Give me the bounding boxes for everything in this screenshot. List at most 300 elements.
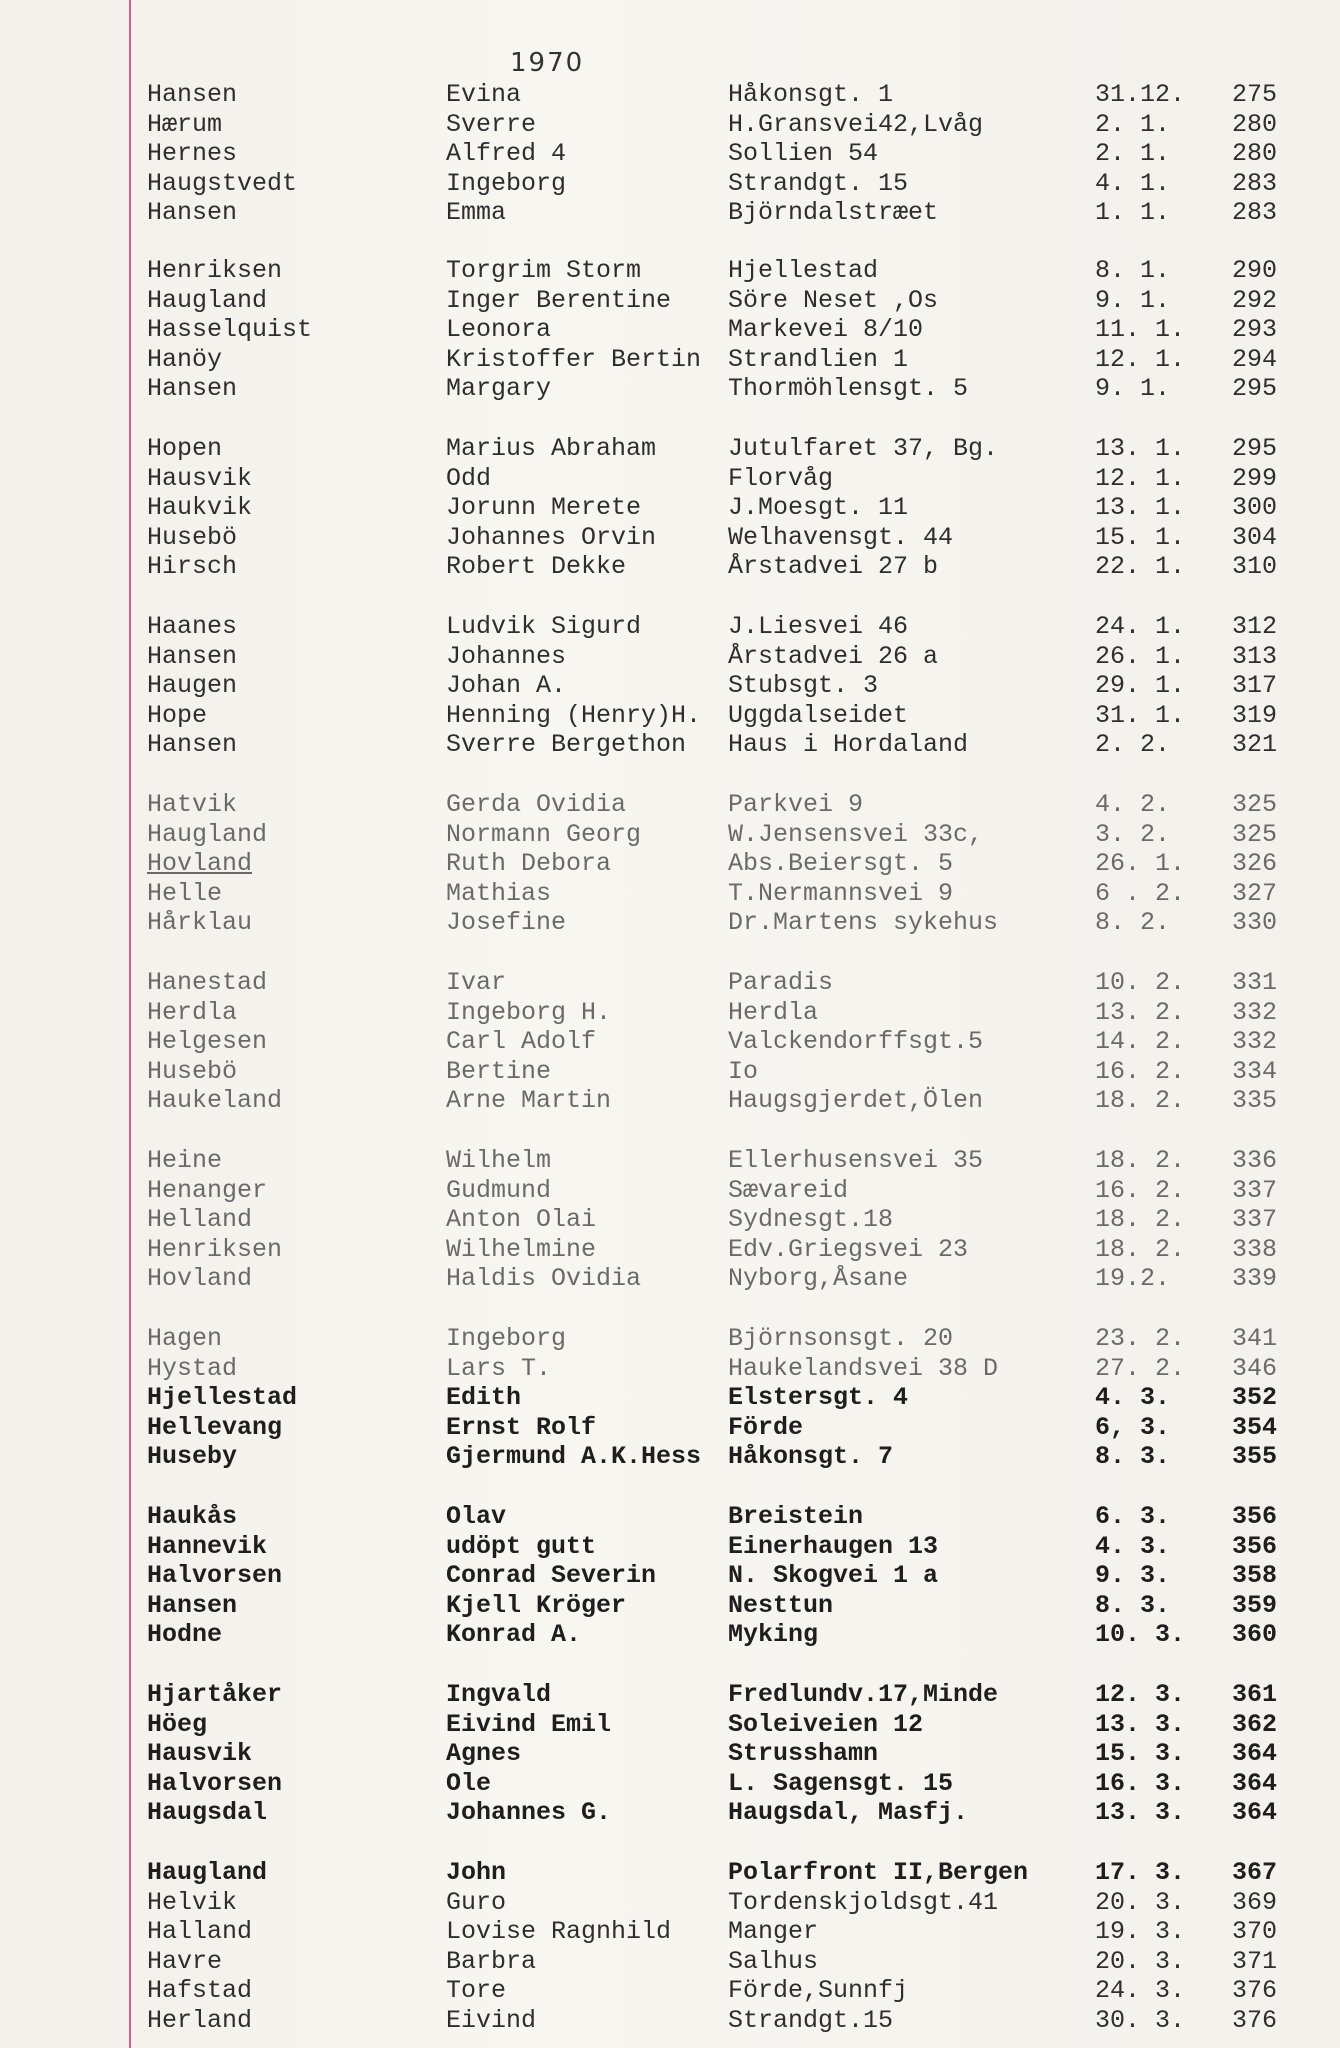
surname-cell: Haanes [147, 612, 238, 641]
date-cell: 8. 1. [1095, 256, 1171, 285]
date-cell: 12. 1. [1095, 344, 1186, 374]
given-name-cell: Sverre [446, 109, 537, 139]
surname-cell: Hystad [147, 1353, 238, 1383]
date-cell: 24. 1. [1095, 612, 1186, 641]
date-cell: 20. 3. [1095, 1946, 1186, 1976]
surname-cell: Hafstad [147, 1976, 253, 2005]
register-row [0, 2006, 1340, 2035]
address-cell: Fredlundv.17,Minde [728, 1680, 999, 1709]
register-row [0, 523, 1340, 552]
entry-number-cell: 338 [1232, 1234, 1278, 1264]
date-cell: 13. 3. [1095, 1798, 1186, 1827]
surname-cell: Hovland [147, 1264, 253, 1293]
register-row [0, 139, 1340, 168]
address-cell: L. Sagensgt. 15 [728, 1768, 954, 1798]
given-name-cell: Barbra [446, 1946, 537, 1976]
register-row [0, 1442, 1340, 1471]
address-cell: Salhus [728, 1946, 819, 1976]
surname-cell: Husebö [147, 1056, 238, 1086]
register-row [0, 820, 1340, 849]
given-name-cell: Arne Martin [446, 1086, 612, 1115]
address-cell: T.Nermannsvei 9 [728, 878, 954, 908]
surname-cell: Haugland [147, 285, 268, 315]
register-row [0, 80, 1340, 109]
given-name-cell: Lars T. [446, 1353, 552, 1383]
register-row [0, 1620, 1340, 1649]
date-cell: 19. 3. [1095, 1917, 1186, 1946]
address-cell: Haus i Hordaland [728, 730, 969, 759]
date-cell: 9. 3. [1095, 1561, 1171, 1590]
date-cell: 4. 1. [1095, 168, 1171, 198]
register-row [0, 110, 1340, 139]
entry-number-cell: 330 [1232, 908, 1278, 937]
register-row [0, 1591, 1340, 1620]
surname-cell: Hansen [147, 374, 238, 403]
date-cell: 16. 2. [1095, 1056, 1186, 1086]
date-cell: 18. 2. [1095, 1086, 1186, 1115]
given-name-cell: Josefine [446, 908, 567, 937]
address-cell: Manger [728, 1917, 819, 1946]
register-row [0, 1324, 1340, 1353]
given-name-cell: Odd [446, 463, 492, 493]
surname-cell: Haugland [147, 1858, 268, 1887]
address-cell: Myking [728, 1620, 819, 1649]
date-cell: 10. 3. [1095, 1620, 1186, 1649]
surname-cell: Höeg [147, 1709, 208, 1739]
date-cell: 10. 2. [1095, 968, 1186, 997]
address-cell: Markevei 8/10 [728, 315, 924, 344]
address-cell: Nyborg,Åsane [728, 1264, 909, 1293]
date-cell: 26. 1. [1095, 849, 1186, 878]
register-row [0, 968, 1340, 997]
entry-number-cell: 364 [1232, 1768, 1278, 1798]
given-name-cell: Guro [446, 1887, 507, 1917]
entry-number-cell: 364 [1232, 1798, 1278, 1827]
address-cell: H.Gransvei42,Lvåg [728, 109, 984, 139]
entry-number-cell: 337 [1232, 1205, 1278, 1234]
entry-number-cell: 355 [1232, 1442, 1278, 1471]
address-cell: Nesttun [728, 1590, 834, 1620]
entry-number-cell: 335 [1232, 1086, 1278, 1115]
given-name-cell: Eivind Emil [446, 1709, 612, 1739]
register-row [0, 671, 1340, 700]
register-row [0, 1264, 1340, 1293]
given-name-cell: Inger Berentine [446, 285, 672, 315]
entry-number-cell: 283 [1232, 198, 1278, 227]
date-cell: 16. 3. [1095, 1768, 1186, 1798]
surname-cell: Hansen [147, 641, 238, 671]
given-name-cell: Torgrim Storm [446, 256, 642, 285]
address-cell: Jutulfaret 37, Bg. [728, 434, 999, 463]
entry-number-cell: 325 [1232, 819, 1278, 849]
date-cell: 9. 1. [1095, 285, 1171, 315]
register-row [0, 198, 1340, 227]
address-cell: Strusshamn [728, 1739, 879, 1768]
date-cell: 22. 1. [1095, 552, 1186, 581]
given-name-cell: Conrad Severin [446, 1561, 657, 1590]
given-name-cell: Ingvald [446, 1680, 552, 1709]
register-row [0, 1858, 1340, 1887]
given-name-cell: Ivar [446, 968, 507, 997]
entry-number-cell: 326 [1232, 849, 1278, 878]
register-row [0, 1917, 1340, 1946]
date-cell: 18. 2. [1095, 1234, 1186, 1264]
date-cell: 9. 1. [1095, 374, 1171, 403]
register-row [0, 1235, 1340, 1264]
register-row [0, 1561, 1340, 1590]
register-row [0, 1413, 1340, 1442]
register-row [0, 1205, 1340, 1234]
given-name-cell: Johannes Orvin [446, 522, 657, 552]
date-cell: 15. 1. [1095, 522, 1186, 552]
register-row [0, 642, 1340, 671]
given-name-cell: Gerda Ovidia [446, 790, 627, 819]
date-cell: 30. 3. [1095, 2005, 1186, 2035]
address-cell: Valckendorffsgt.5 [728, 1027, 984, 1056]
entry-number-cell: 327 [1232, 878, 1278, 908]
entry-number-cell: 292 [1232, 285, 1278, 315]
register-row [0, 701, 1340, 730]
register-row [0, 1532, 1340, 1561]
date-cell: 20. 3. [1095, 1887, 1186, 1917]
register-row [0, 1176, 1340, 1205]
date-cell: 24. 3. [1095, 1976, 1186, 2005]
address-cell: Herdla [728, 997, 819, 1027]
given-name-cell: Normann Georg [446, 819, 642, 849]
date-cell: 18. 2. [1095, 1205, 1186, 1234]
given-name-cell: Kristoffer Bertin [446, 344, 702, 374]
given-name-cell: Johannes [446, 641, 567, 671]
given-name-cell: Ingeborg [446, 168, 567, 198]
date-cell: 1. 1. [1095, 198, 1171, 227]
address-cell: Breistein [728, 1502, 864, 1531]
surname-cell: Haukeland [147, 1086, 283, 1115]
address-cell: Tordenskjoldsgt.41 [728, 1887, 999, 1917]
entry-number-cell: 362 [1232, 1709, 1278, 1739]
given-name-cell: Jorunn Merete [446, 493, 642, 522]
entry-number-cell: 283 [1232, 168, 1278, 198]
entry-number-cell: 313 [1232, 641, 1278, 671]
address-cell: Strandlien 1 [728, 344, 909, 374]
given-name-cell: udöpt gutt [446, 1531, 597, 1561]
given-name-cell: Alfred 4 [446, 139, 567, 168]
entry-number-cell: 321 [1232, 730, 1278, 759]
entry-number-cell: 376 [1232, 2005, 1278, 2035]
given-name-cell: Gudmund [446, 1175, 552, 1205]
surname-cell: Hope [147, 700, 208, 730]
register-row [0, 612, 1340, 641]
surname-cell: Hansen [147, 730, 238, 759]
surname-cell: Hausvik [147, 463, 253, 493]
entry-number-cell: 275 [1232, 80, 1278, 109]
surname-cell: Hanöy [147, 344, 223, 374]
register-row [0, 790, 1340, 819]
address-cell: Björndalstræet [728, 198, 939, 227]
date-cell: 8. 3. [1095, 1442, 1171, 1471]
register-row [0, 849, 1340, 878]
surname-cell: Hærum [147, 109, 223, 139]
entry-number-cell: 346 [1232, 1353, 1278, 1383]
given-name-cell: Emma [446, 198, 507, 227]
date-cell: 13. 1. [1095, 493, 1186, 522]
entry-number-cell: 293 [1232, 315, 1278, 344]
given-name-cell: Henning (Henry)H. [446, 700, 702, 730]
surname-cell: Haugland [147, 819, 268, 849]
given-name-cell: Edith [446, 1383, 522, 1412]
surname-cell: Hansen [147, 198, 238, 227]
date-cell: 18. 2. [1095, 1146, 1186, 1175]
given-name-cell: Ingeborg [446, 1324, 567, 1353]
register-row [0, 345, 1340, 374]
date-cell: 14. 2. [1095, 1027, 1186, 1056]
given-name-cell: John [446, 1858, 507, 1887]
given-name-cell: Ingeborg H. [446, 997, 612, 1027]
register-row [0, 1710, 1340, 1739]
given-name-cell: Wilhelm [446, 1146, 552, 1175]
given-name-cell: Ruth Debora [446, 849, 612, 878]
address-cell: Årstadvei 26 a [728, 641, 939, 671]
date-cell: 6 . 2. [1095, 878, 1186, 908]
register-row [0, 1947, 1340, 1976]
entry-number-cell: 361 [1232, 1680, 1278, 1709]
given-name-cell: Gjermund A.K.Hess [446, 1442, 702, 1471]
address-cell: Haugsdal, Masfj. [728, 1798, 969, 1827]
register-row [0, 1502, 1340, 1531]
register-row [0, 169, 1340, 198]
entry-number-cell: 369 [1232, 1887, 1278, 1917]
entry-number-cell: 332 [1232, 997, 1278, 1027]
register-row [0, 464, 1340, 493]
address-cell: Söre Neset ,Os [728, 285, 939, 315]
entry-number-cell: 290 [1232, 256, 1278, 285]
surname-cell: Hovland [147, 849, 253, 878]
entry-number-cell: 376 [1232, 1976, 1278, 2005]
address-cell: Florvåg [728, 463, 834, 493]
surname-cell: Heine [147, 1146, 223, 1175]
date-cell: 3. 2. [1095, 819, 1171, 849]
address-cell: Paradis [728, 968, 834, 997]
given-name-cell: Evina [446, 80, 522, 109]
date-cell: 13. 1. [1095, 434, 1186, 463]
entry-number-cell: 356 [1232, 1531, 1278, 1561]
address-cell: Uggdalseidet [728, 700, 909, 730]
given-name-cell: Ludvik Sigurd [446, 612, 642, 641]
surname-cell: Henriksen [147, 1234, 283, 1264]
entry-number-cell: 294 [1232, 344, 1278, 374]
date-cell: 11. 1. [1095, 315, 1186, 344]
surname-cell: Hernes [147, 139, 238, 168]
register-row [0, 1769, 1340, 1798]
address-cell: Thormöhlensgt. 5 [728, 374, 969, 403]
surname-cell: Henanger [147, 1175, 268, 1205]
address-cell: Sævareid [728, 1175, 849, 1205]
register-row [0, 1146, 1340, 1175]
given-name-cell: Konrad A. [446, 1620, 582, 1649]
date-cell: 12. 3. [1095, 1680, 1186, 1709]
register-row [0, 1383, 1340, 1412]
address-cell: Soleiveien 12 [728, 1709, 924, 1739]
given-name-cell: Agnes [446, 1739, 522, 1768]
entry-number-cell: 310 [1232, 552, 1278, 581]
surname-cell: Husebö [147, 522, 238, 552]
address-cell: Sydnesgt.18 [728, 1205, 894, 1234]
given-name-cell: Robert Dekke [446, 552, 627, 581]
given-name-cell: Carl Adolf [446, 1027, 597, 1056]
surname-cell: Haugen [147, 671, 238, 700]
surname-cell: Hjartåker [147, 1680, 283, 1709]
surname-cell: Hannevik [147, 1531, 268, 1561]
entry-number-cell: 319 [1232, 700, 1278, 730]
address-cell: Edv.Griegsvei 23 [728, 1234, 969, 1264]
entry-number-cell: 360 [1232, 1620, 1278, 1649]
register-row [0, 1739, 1340, 1768]
given-name-cell: Johannes G. [446, 1798, 612, 1827]
register-row [0, 552, 1340, 581]
surname-cell: Halvorsen [147, 1561, 283, 1590]
address-cell: Förde,Sunnfj [728, 1976, 909, 2005]
surname-cell: Helle [147, 878, 223, 908]
address-cell: Ellerhusensvei 35 [728, 1146, 984, 1175]
register-row [0, 315, 1340, 344]
date-cell: 15. 3. [1095, 1739, 1186, 1768]
address-cell: Björnsonsgt. 20 [728, 1324, 954, 1353]
surname-cell: Hansen [147, 80, 238, 109]
address-cell: Polarfront II,Bergen [728, 1858, 1029, 1887]
given-name-cell: Olav [446, 1502, 507, 1531]
register-row [0, 493, 1340, 522]
entry-number-cell: 367 [1232, 1858, 1278, 1887]
register-row [0, 1057, 1340, 1086]
date-cell: 8. 3. [1095, 1590, 1171, 1620]
address-cell: N. Skogvei 1 a [728, 1561, 939, 1590]
date-cell: 31. 1. [1095, 700, 1186, 730]
surname-cell: Havre [147, 1946, 223, 1976]
given-name-cell: Ernst Rolf [446, 1412, 597, 1442]
surname-cell: Helgesen [147, 1027, 268, 1056]
given-name-cell: Kjell Kröger [446, 1590, 627, 1620]
date-cell: 17. 3. [1095, 1858, 1186, 1887]
entry-number-cell: 331 [1232, 968, 1278, 997]
entry-number-cell: 280 [1232, 109, 1278, 139]
given-name-cell: Margary [446, 374, 552, 403]
date-cell: 13. 2. [1095, 997, 1186, 1027]
surname-cell: Hansen [147, 1590, 238, 1620]
date-cell: 16. 2. [1095, 1175, 1186, 1205]
given-name-cell: Leonora [446, 315, 552, 344]
date-cell: 4. 2. [1095, 790, 1171, 819]
surname-cell: Haugsdal [147, 1798, 268, 1827]
surname-cell: Hjellestad [147, 1383, 298, 1412]
entry-number-cell: 300 [1232, 493, 1278, 522]
surname-cell: Hagen [147, 1324, 223, 1353]
given-name-cell: Eivind [446, 2005, 537, 2035]
surname-cell: Haukås [147, 1502, 238, 1531]
page-year: 1970 [510, 48, 585, 78]
date-cell: 31.12. [1095, 80, 1186, 109]
surname-cell: Hatvik [147, 790, 238, 819]
address-cell: Strandgt.15 [728, 2005, 894, 2035]
entry-number-cell: 336 [1232, 1146, 1278, 1175]
address-cell: Abs.Beiersgt. 5 [728, 849, 954, 878]
date-cell: 4. 3. [1095, 1531, 1171, 1561]
date-cell: 27. 2. [1095, 1353, 1186, 1383]
address-cell: Einerhaugen 13 [728, 1531, 939, 1561]
surname-cell: Hasselquist [147, 315, 313, 344]
register-row [0, 1086, 1340, 1115]
date-cell: 19.2. [1095, 1264, 1171, 1293]
register-row [0, 998, 1340, 1027]
address-cell: Hjellestad [728, 256, 879, 285]
entry-number-cell: 341 [1232, 1324, 1278, 1353]
entry-number-cell: 358 [1232, 1561, 1278, 1590]
entry-number-cell: 364 [1232, 1739, 1278, 1768]
surname-cell: Herland [147, 2005, 253, 2035]
entry-number-cell: 332 [1232, 1027, 1278, 1056]
address-cell: Håkonsgt. 1 [728, 80, 894, 109]
register-row [0, 1027, 1340, 1056]
register-row [0, 434, 1340, 463]
surname-cell: Helvik [147, 1887, 238, 1917]
address-cell: Årstadvei 27 b [728, 552, 939, 581]
address-cell: Haukelandsvei 38 D [728, 1353, 999, 1383]
address-cell: Parkvei 9 [728, 790, 864, 819]
surname-cell: Haukvik [147, 493, 253, 522]
surname-cell: Hanestad [147, 968, 268, 997]
register-row [0, 286, 1340, 315]
given-name-cell: Marius Abraham [446, 434, 657, 463]
surname-cell: Huseby [147, 1442, 238, 1471]
surname-cell: Haugstvedt [147, 168, 298, 198]
entry-number-cell: 299 [1232, 463, 1278, 493]
given-name-cell: Johan A. [446, 671, 567, 700]
surname-cell: Hodne [147, 1620, 223, 1649]
entry-number-cell: 370 [1232, 1917, 1278, 1946]
register-row [0, 1888, 1340, 1917]
date-cell: 4. 3. [1095, 1383, 1171, 1412]
register-row [0, 1798, 1340, 1827]
address-cell: Io [728, 1056, 759, 1086]
surname-cell: Hirsch [147, 552, 238, 581]
register-row [0, 1680, 1340, 1709]
surname-cell: Halvorsen [147, 1768, 283, 1798]
given-name-cell: Sverre Bergethon [446, 730, 687, 759]
entry-number-cell: 304 [1232, 522, 1278, 552]
register-row [0, 1354, 1340, 1383]
given-name-cell: Bertine [446, 1056, 552, 1086]
surname-cell: Halland [147, 1917, 253, 1946]
address-cell: Sollien 54 [728, 139, 879, 168]
address-cell: Haugsgjerdet,Ölen [728, 1086, 984, 1115]
entry-number-cell: 295 [1232, 374, 1278, 403]
date-cell: 8. 2. [1095, 908, 1171, 937]
register-row [0, 908, 1340, 937]
entry-number-cell: 295 [1232, 434, 1278, 463]
given-name-cell: Wilhelmine [446, 1234, 597, 1264]
entry-number-cell: 356 [1232, 1502, 1278, 1531]
entry-number-cell: 371 [1232, 1946, 1278, 1976]
address-cell: Strandgt. 15 [728, 168, 909, 198]
given-name-cell: Ole [446, 1768, 492, 1798]
given-name-cell: Lovise Ragnhild [446, 1917, 672, 1946]
entry-number-cell: 334 [1232, 1056, 1278, 1086]
date-cell: 6. 3. [1095, 1502, 1171, 1531]
date-cell: 26. 1. [1095, 641, 1186, 671]
date-cell: 6, 3. [1095, 1412, 1171, 1442]
address-cell: J.Liesvei 46 [728, 612, 909, 641]
address-cell: Stubsgt. 3 [728, 671, 879, 700]
entry-number-cell: 317 [1232, 671, 1278, 700]
date-cell: 29. 1. [1095, 671, 1186, 700]
